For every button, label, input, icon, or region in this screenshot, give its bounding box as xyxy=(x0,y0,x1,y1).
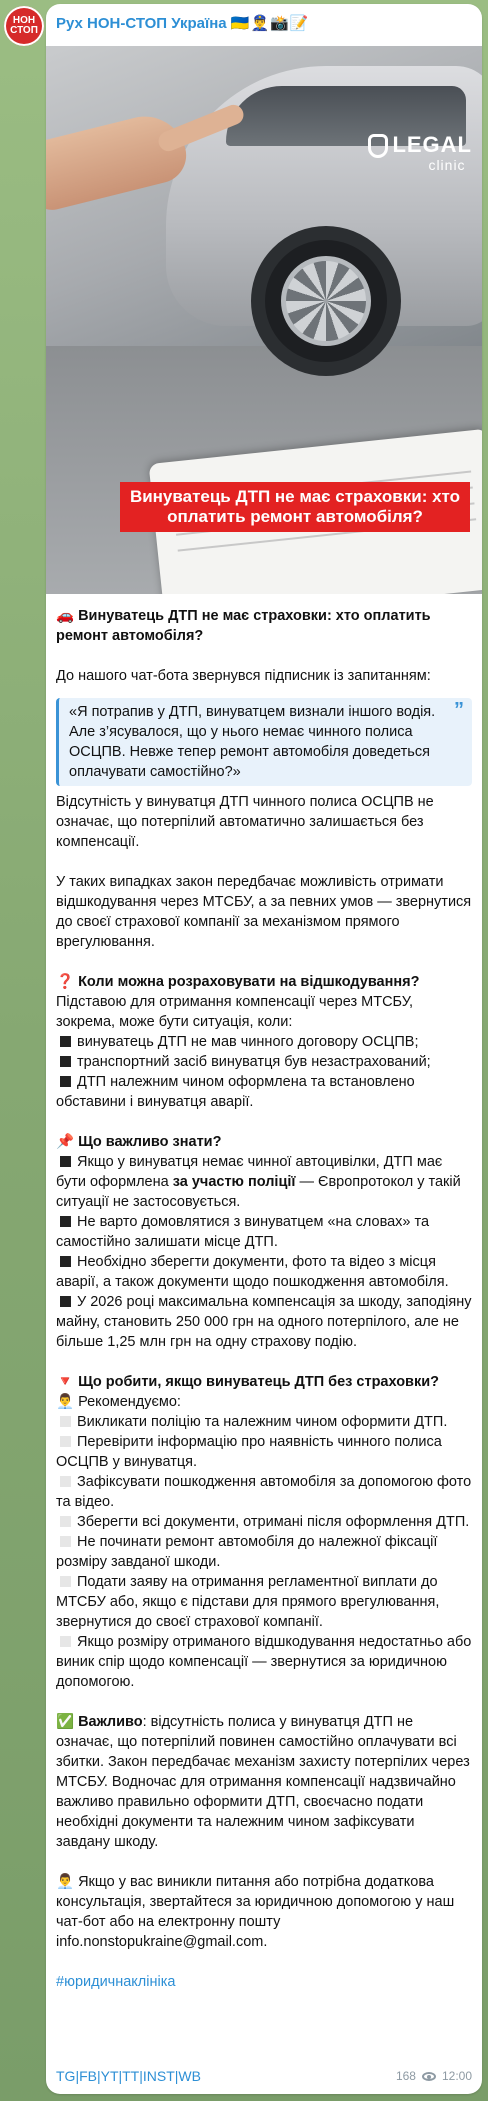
list-item: Якщо розміру отриманого відшкодування недостатньо або виник спір щодо компенсації — звернутися за юридичною допомогою. xyxy=(56,1634,472,1690)
section-1-title: ❓ Коли можна розраховувати на відшкодування? xyxy=(56,974,420,990)
image-rim xyxy=(281,256,371,346)
post-quote xyxy=(56,698,472,786)
view-count: 168 xyxy=(395,2069,416,2083)
bullet-square-icon xyxy=(60,1216,71,1227)
bullet-square-icon xyxy=(60,1436,71,1447)
bullet-square-icon xyxy=(60,1536,71,1547)
bullet-square-icon xyxy=(60,1516,71,1527)
bullet-square-icon xyxy=(60,1296,71,1307)
social-links[interactable]: TG|FB|YT|TT|INST|WB xyxy=(56,2068,201,2084)
bullet-square-icon xyxy=(60,1416,71,1427)
quote-text: «Я потрапив у ДТП, винуватцем визнали іншого водія. Але з’ясувалося, що у нього немає чинного полиса ОСЦПВ. Невже тепер ремонт автомобіля доведеться оплачувати самостійно?» xyxy=(69,704,436,780)
list-item: Викликати поліцію та належним чином оформити ДТП. xyxy=(56,1412,472,1432)
post-intro: До нашого чат-бота звернувся підписник із запитанням: xyxy=(56,668,431,684)
list-item: Не варто домовлятися з винуватцем «на словах» та самостійно залишати місце ДТП. xyxy=(56,1214,430,1250)
logo-main: LEGAL xyxy=(392,132,472,157)
channel-name[interactable]: Рух НОН-СТОП Україна xyxy=(56,15,227,32)
section-1-text: Підставою для отримання компенсації через МТСБУ, зокрема, може бути ситуація, коли: xyxy=(56,994,414,1030)
list-item: Зафіксувати пошкодження автомобіля за допомогою фото та відео. xyxy=(56,1474,472,1510)
list-item: Подати заяву на отримання регламентної виплати до МТСБУ або, якщо є підстави для прямого врегулювання, звернутися до своєї страхової компанії. xyxy=(56,1574,440,1630)
bullet-square-icon xyxy=(60,1576,71,1587)
paragraph-1: Відсутність у винуватця ДТП чинного полиса ОСЦПВ не означає, що потерпілий автоматично залишається без компенсації. xyxy=(56,794,434,850)
legal-clinic-logo xyxy=(368,134,472,172)
list-item: ДТП належним чином оформлена та встановлено обставини і винуватця аварії. xyxy=(56,1074,415,1110)
bullet-square-icon xyxy=(60,1256,71,1267)
bullet-square-icon xyxy=(60,1056,71,1067)
section-2-title: 📌 Що важливо знати? xyxy=(56,1134,222,1150)
avatar-text: НОН СТОП xyxy=(10,15,38,36)
bullet-square-icon xyxy=(60,1076,71,1087)
recommend-label: 👨‍💼 Рекомендуємо: xyxy=(56,1394,181,1410)
message-footer xyxy=(46,2064,482,2088)
list-item: Необхідно зберегти документи, фото та відео з місця аварії, а також документи щодо пошкодження автомобіля. xyxy=(56,1254,449,1290)
bullet-square-icon xyxy=(60,1156,71,1167)
post-text xyxy=(46,594,482,1992)
contact-text: 👨‍💼 Якщо у вас виникли питання або потрібна додаткова консультація, звертайтеся за юридичною допомогою у наш чат-бот або на електронну пошту info.nonstopukraine@gmail.com. xyxy=(56,1874,455,1950)
message-time: 12:00 xyxy=(441,2069,472,2083)
list-item: Не починати ремонт автомобіля до належної фіксації розміру завданої шкоди. xyxy=(56,1534,438,1570)
list-item: Якщо у винуватця немає чинної автоцивілки, ДТП має бути оформлена за участю поліції — Європротокол у такій ситуації не застосовується. xyxy=(56,1154,461,1210)
channel-flags: 🇺🇦👮‍♂️📸📝 xyxy=(230,15,310,32)
list-item: Перевірити інформацію про наявність чинного полиса ОСЦПВ у винуватця. xyxy=(56,1434,442,1470)
important-note: ✅ Важливо: відсутність полиса у винуватця ДТП не означає, що потерпілий повинен самостійно оплачувати всі збитки. Закон передбачає механізм захисту потерпілих через МТСБУ. Водночас для отримання компенсації надзвичайно важливо правильно оформити ДТП, своєчасно подати необхідні документи та належним чином зафіксувати завдану шкоду. xyxy=(56,1714,470,1850)
bullet-square-icon xyxy=(60,1036,71,1047)
post-image[interactable] xyxy=(46,46,482,594)
bullet-square-icon xyxy=(60,1636,71,1647)
paragraph-2: У таких випадках закон передбачає можливість отримати відшкодування через МТСБУ, а за певних умов — звернутися до своєї страхової компанії за механізмом прямого врегулювання. xyxy=(56,874,472,950)
hand-logo-icon xyxy=(368,134,388,158)
list-item: транспортний засіб винуватця був незастрахований; xyxy=(56,1052,472,1072)
hashtag-link[interactable]: #юридичнаклініка xyxy=(56,1974,176,1990)
section-3-title: 🔻 Що робити, якщо винуватець ДТП без страховки? xyxy=(56,1374,439,1390)
quote-icon: ” xyxy=(454,699,464,721)
eye-icon xyxy=(422,2072,436,2081)
message-meta xyxy=(396,2069,472,2083)
list-item: винуватець ДТП не мав чинного договору ОСЦПВ; xyxy=(56,1032,472,1052)
list-item: Зберегти всі документи, отримані після оформлення ДТП. xyxy=(56,1512,472,1532)
message-bubble xyxy=(46,4,482,2094)
image-caption: Винуватець ДТП не має страховки: хто оплатить ремонт автомобіля? xyxy=(120,482,470,532)
bullet-square-icon xyxy=(60,1476,71,1487)
list-item: У 2026 році максимальна компенсація за шкоду, заподіяну майну, становить 250 000 грн на одного потерпілого, але не більше 1,25 млн грн на одну страхову подію. xyxy=(56,1294,472,1350)
post-title: 🚗 Винуватець ДТП не має страховки: хто оплатить ремонт автомобіля? xyxy=(56,608,431,644)
logo-sub: clinic xyxy=(428,157,466,174)
channel-avatar[interactable] xyxy=(4,6,44,46)
channel-header[interactable] xyxy=(46,4,482,46)
